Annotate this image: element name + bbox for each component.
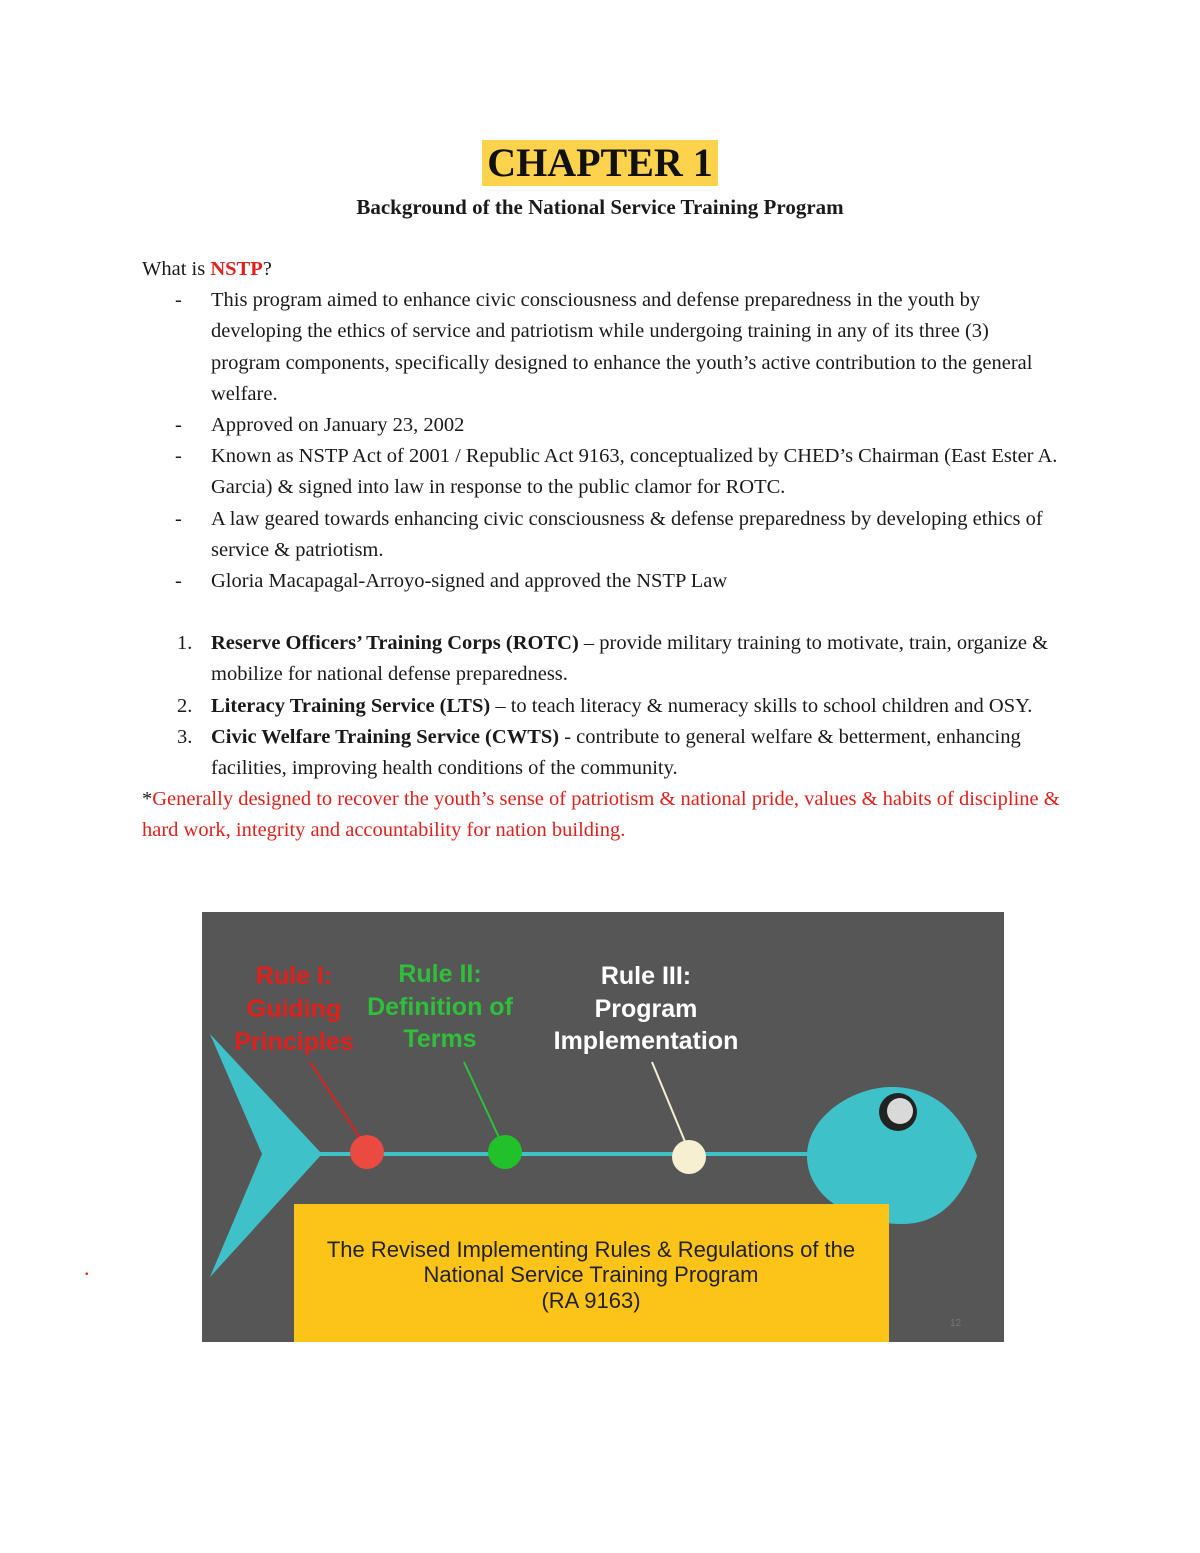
caption-line2: National Service Training Program bbox=[423, 1262, 759, 1287]
red-note: *Generally designed to recover the youth’s sense of patriotism & national pride, values & habits of discipline & hard work, integrity and accountability for nation building. bbox=[142, 788, 1060, 842]
bullet-item: - This program aimed to enhance civic consciousness and defense preparedness in the youth by developing the ethics of service and patriotism while undergoing training in any of its three (3) program components, specifically designed to enhance the youth’s active contribution to the general welfare. bbox=[142, 285, 1062, 410]
component-title: Reserve Officers’ Training Corps (ROTC) bbox=[211, 632, 579, 655]
bullet-list bbox=[142, 285, 1062, 597]
rule1-line2: Guiding bbox=[246, 995, 342, 1023]
rule1-title: Rule I: bbox=[255, 962, 333, 990]
document-body bbox=[142, 254, 1062, 847]
caption-line1: The Revised Implementing Rules & Regulations of the bbox=[326, 1237, 856, 1262]
rule2-line2: Definition of bbox=[367, 993, 513, 1021]
chapter-title: CHAPTER 1 bbox=[482, 140, 718, 186]
slide-number: 12 bbox=[950, 1318, 962, 1329]
chapter-subtitle: Background of the National Service Training Program bbox=[356, 195, 844, 219]
rule2-node bbox=[488, 1135, 522, 1169]
component-list bbox=[142, 628, 1062, 784]
bullet-item: - A law geared towards enhancing civic consciousness & defense preparedness by developing ethics of service & patriotism. bbox=[142, 504, 1062, 566]
caption-line3: (RA 9163) bbox=[541, 1288, 641, 1313]
fish-eye-white bbox=[887, 1098, 913, 1124]
component-title: Civic Welfare Training Service (CWTS) bbox=[211, 725, 560, 748]
chapter-heading bbox=[0, 140, 1200, 186]
bullet-item: - Known as NSTP Act of 2001 / Republic Act 9163, conceptualized by CHED’s Chairman (East Ester A. Garcia) & signed into law in response to the public clamor for ROTC. bbox=[142, 441, 1062, 503]
rule3-line3: Implementation bbox=[553, 1027, 739, 1055]
bullet-item: - Gloria Macapagal-Arroyo-signed and approved the NSTP Law bbox=[142, 566, 1062, 597]
rule1-node bbox=[350, 1135, 384, 1169]
rule3-title: Rule III: bbox=[600, 962, 692, 990]
question-line: What is NSTP? bbox=[142, 258, 272, 280]
bullet-item: - Approved on January 23, 2002 bbox=[142, 410, 1062, 441]
rule3-node bbox=[672, 1140, 706, 1174]
nstp-term: NSTP bbox=[210, 258, 263, 280]
fishbone-diagram-image bbox=[202, 912, 1004, 1342]
component-title: Literacy Training Service (LTS) bbox=[211, 694, 491, 717]
rule1-line3: Principles bbox=[234, 1028, 354, 1056]
stray-dot: . bbox=[84, 1255, 90, 1280]
rule3-line2: Program bbox=[594, 995, 698, 1023]
component-cwts: 3. Civic Welfare Training Service (CWTS) - contribute to general welfare & betterment, enhancing facilities, improving health conditions of the community. bbox=[177, 725, 1021, 780]
rule2-title: Rule II: bbox=[398, 960, 482, 988]
component-rotc: 1. Reserve Officers’ Training Corps (ROTC) – provide military training to motivate, train, organize & mobilize for national defense preparedness. bbox=[177, 632, 1049, 686]
component-lts: 2. Literacy Training Service (LTS) – to teach literacy & numeracy skills to school children and OSY. bbox=[177, 694, 1033, 717]
rule2-line3: Terms bbox=[403, 1025, 477, 1053]
